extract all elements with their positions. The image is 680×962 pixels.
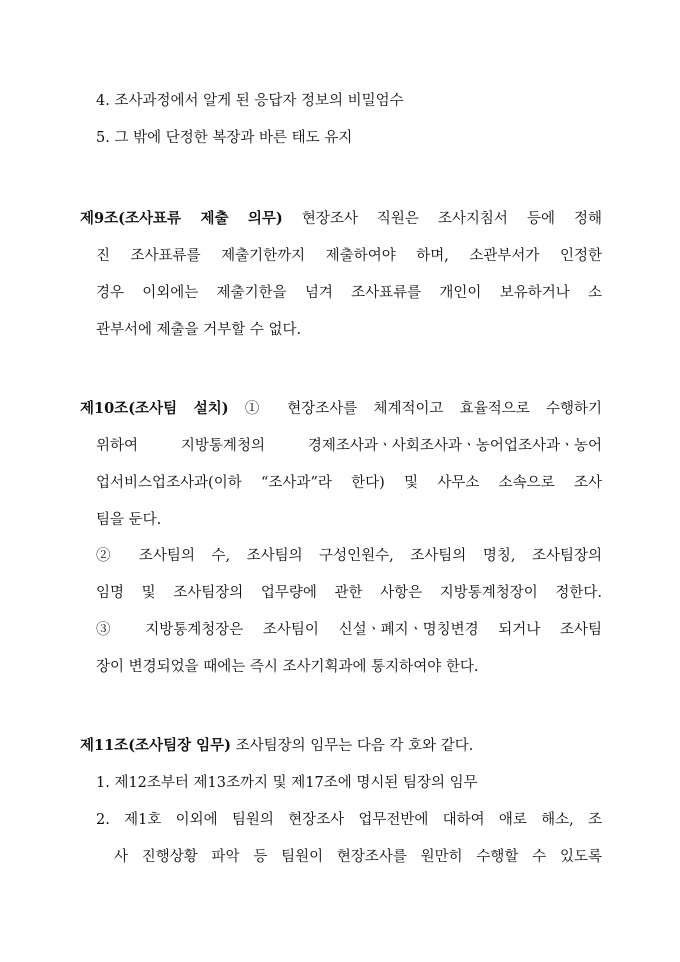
article-9-heading: 제9조(조사표류 제출 의무) [80, 210, 283, 227]
item-text: 제1호 이외에 팀원의 현장조사 업무전반에 대하여 애로 해소, 조 [124, 812, 603, 828]
list-item [96, 809, 602, 831]
article-10-line-6: 임명 및 조사팀장의 업무량에 관한 사항은 지방통계청장이 정한다. [96, 585, 602, 601]
article-10-line-3: 업서비스업조사과(이하 “조사과”라 한다) 및 사무소 소속으로 조사 [96, 475, 602, 491]
list-item-continuation: 사 진행상황 파악 등 팀원이 현장조사를 원만히 수행할 수 있도록 [114, 849, 602, 865]
item-number: 4. [96, 93, 110, 109]
article-10-line-7: ③ 지방통계청장은 조사팀이 신설ㆍ폐지ㆍ명칭변경 되거나 조사팀 [96, 622, 602, 638]
list-item [96, 90, 404, 112]
article-9-line-2: 진 조사표류를 제출기한까지 제출하여야 하며, 소관부서가 인정한 [96, 248, 602, 264]
article-10-line-2: 위하여 지방통계청의 경제조사과ㆍ사회조사과ㆍ농어업조사과ㆍ농어 [96, 438, 602, 454]
item-text: 그 밖에 단정한 복장과 바른 태도 유지 [114, 130, 353, 146]
item-number: 2. [96, 812, 110, 828]
item-number: 1. [96, 775, 110, 791]
article-10-text: ① 현장조사를 체계적이고 효율적으로 수행하기 [244, 401, 603, 417]
item-number: 5. [96, 130, 110, 146]
item-text: 제12조부터 제13조까지 및 제17조에 명시된 팀장의 임무 [114, 775, 478, 791]
article-10-line-1 [80, 398, 602, 420]
article-9-text: 현장조사 직원은 조사지침서 등에 정해 [301, 211, 602, 227]
article-10-line-5: ② 조사팀의 수, 조사팀의 구성인원수, 조사팀의 명칭, 조사팀장의 [96, 548, 602, 564]
article-10-line-4: 팀을 둔다. [96, 512, 162, 528]
list-item [96, 127, 352, 149]
article-10-heading: 제10조(조사팀 설치) [80, 400, 229, 417]
list-item [96, 772, 478, 794]
article-9-line-1 [80, 208, 602, 230]
article-11-line-1 [80, 735, 473, 757]
article-10-line-8: 장이 변경되었을 때에는 즉시 조사기획과에 통지하여야 한다. [96, 659, 479, 675]
article-9-line-4: 관부서에 제출을 거부할 수 없다. [96, 322, 302, 338]
article-9-line-3: 경우 이외에는 제출기한을 넘겨 조사표류를 개인이 보유하거나 소 [96, 285, 602, 301]
article-11-heading: 제11조(조사팀장 임무) [80, 737, 232, 754]
article-11-intro: 조사팀장의 임무는 다음 각 호와 같다. [235, 738, 474, 754]
item-text: 조사과정에서 알게 된 응답자 정보의 비밀엄수 [114, 93, 404, 109]
